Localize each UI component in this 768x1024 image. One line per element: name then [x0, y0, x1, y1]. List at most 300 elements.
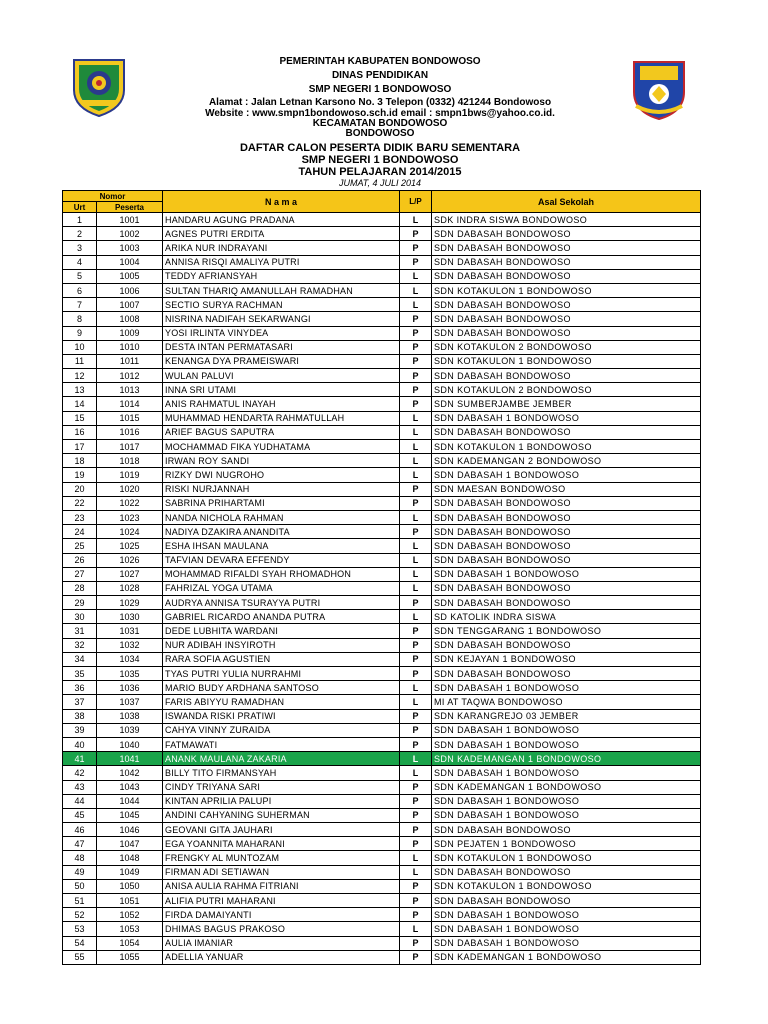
row-urt: 14	[63, 397, 97, 411]
row-name: ANNISA RISQI AMALIYA PUTRI	[163, 255, 400, 269]
row-name: EGA YOANNITA MAHARANI	[163, 837, 400, 851]
header-urt: Urt	[63, 202, 97, 213]
row-school: SDN DABASAH BONDOWOSO	[432, 581, 701, 595]
row-school: SDN DABASAH BONDOWOSO	[432, 241, 701, 255]
row-school: SD KATOLIK INDRA SISWA	[432, 610, 701, 624]
row-peserta-number: 1004	[97, 255, 163, 269]
row-urt: 4	[63, 255, 97, 269]
row-peserta-number: 1043	[97, 780, 163, 794]
participant-table	[62, 190, 701, 965]
table-row	[63, 496, 701, 510]
row-gender: P	[400, 383, 432, 397]
row-name: DHIMAS BAGUS PRAKOSO	[163, 922, 400, 936]
row-name: AULIA IMANIAR	[163, 936, 400, 950]
table-row	[63, 695, 701, 709]
row-gender: P	[400, 823, 432, 837]
header-kota: BONDOWOSO	[345, 128, 415, 139]
table-row	[63, 269, 701, 283]
row-gender: P	[400, 908, 432, 922]
row-peserta-number: 1002	[97, 227, 163, 241]
row-gender: P	[400, 936, 432, 950]
row-gender: L	[400, 865, 432, 879]
row-name: SECTIO SURYA RACHMAN	[163, 298, 400, 312]
row-urt: 37	[63, 695, 97, 709]
row-name: DESTA INTAN PERMATASARI	[163, 340, 400, 354]
row-school: SDN DABASAH 1 BONDOWOSO	[432, 567, 701, 581]
row-peserta-number: 1009	[97, 326, 163, 340]
table-row	[63, 326, 701, 340]
row-urt: 44	[63, 794, 97, 808]
row-urt: 27	[63, 567, 97, 581]
row-urt: 36	[63, 681, 97, 695]
row-urt: 47	[63, 837, 97, 851]
row-peserta-number: 1020	[97, 482, 163, 496]
row-peserta-number: 1029	[97, 596, 163, 610]
row-peserta-number: 1034	[97, 652, 163, 666]
row-name: IRWAN ROY SANDI	[163, 454, 400, 468]
row-urt: 16	[63, 425, 97, 439]
table-row	[63, 312, 701, 326]
table-row	[63, 440, 701, 454]
row-name: CINDY TRIYANA SARI	[163, 780, 400, 794]
table-row	[63, 837, 701, 851]
row-name: FARIS ABIYYU RAMADHAN	[163, 695, 400, 709]
row-urt: 25	[63, 539, 97, 553]
row-name: ADELLIA YANUAR	[163, 950, 400, 964]
row-name: ANISA AULIA RAHMA FITRIANI	[163, 879, 400, 893]
row-gender: L	[400, 539, 432, 553]
row-urt: 49	[63, 865, 97, 879]
row-school: SDN DABASAH BONDOWOSO	[432, 894, 701, 908]
row-name: NANDA NICHOLA RAHMAN	[163, 510, 400, 524]
header-peserta: Peserta	[97, 202, 163, 213]
table-row	[63, 638, 701, 652]
row-gender: P	[400, 709, 432, 723]
header-nomor: Nomor	[63, 191, 163, 202]
row-school: SDN KOTAKULON 1 BONDOWOSO	[432, 283, 701, 297]
table-row	[63, 340, 701, 354]
row-name: KENANGA DYA PRAMEISWARI	[163, 354, 400, 368]
row-peserta-number: 1001	[97, 213, 163, 227]
row-name: FRENGKY AL MUNTOZAM	[163, 851, 400, 865]
row-gender: L	[400, 283, 432, 297]
row-urt: 29	[63, 596, 97, 610]
row-school: SDN DABASAH BONDOWOSO	[432, 596, 701, 610]
row-urt: 19	[63, 468, 97, 482]
row-name: ESHA IHSAN MAULANA	[163, 539, 400, 553]
row-gender: P	[400, 837, 432, 851]
row-peserta-number: 1025	[97, 539, 163, 553]
row-name: ALIFIA PUTRI MAHARANI	[163, 894, 400, 908]
row-peserta-number: 1014	[97, 397, 163, 411]
row-school: SDN DABASAH BONDOWOSO	[432, 865, 701, 879]
row-school: SDN KADEMANGAN 1 BONDOWOSO	[432, 780, 701, 794]
row-school: SDN DABASAH 1 BONDOWOSO	[432, 681, 701, 695]
row-school: SDK INDRA SISWA BONDOWOSO	[432, 213, 701, 227]
row-urt: 2	[63, 227, 97, 241]
row-urt: 5	[63, 269, 97, 283]
row-school: SDN DABASAH BONDOWOSO	[432, 667, 701, 681]
row-peserta-number: 1048	[97, 851, 163, 865]
row-urt: 45	[63, 808, 97, 822]
row-school: SDN KOTAKULON 1 BONDOWOSO	[432, 354, 701, 368]
table-row	[63, 879, 701, 893]
row-urt: 13	[63, 383, 97, 397]
table-row	[63, 624, 701, 638]
row-gender: P	[400, 369, 432, 383]
row-name: BILLY TITO FIRMANSYAH	[163, 766, 400, 780]
row-gender: P	[400, 482, 432, 496]
row-urt: 40	[63, 737, 97, 751]
row-school: SDN DABASAH BONDOWOSO	[432, 425, 701, 439]
table-row	[63, 468, 701, 482]
table-row	[63, 383, 701, 397]
row-name: MOCHAMMAD FIKA YUDHATAMA	[163, 440, 400, 454]
row-urt: 50	[63, 879, 97, 893]
row-gender: L	[400, 468, 432, 482]
table-row	[63, 255, 701, 269]
row-peserta-number: 1007	[97, 298, 163, 312]
row-peserta-number: 1054	[97, 936, 163, 950]
row-peserta-number: 1036	[97, 681, 163, 695]
row-gender: L	[400, 213, 432, 227]
row-peserta-number: 1037	[97, 695, 163, 709]
row-school: SDN DABASAH 1 BONDOWOSO	[432, 411, 701, 425]
table-row	[63, 808, 701, 822]
row-gender: L	[400, 298, 432, 312]
row-peserta-number: 1028	[97, 581, 163, 595]
row-gender: P	[400, 312, 432, 326]
table-row	[63, 922, 701, 936]
row-gender: P	[400, 326, 432, 340]
table-row	[63, 652, 701, 666]
row-urt: 55	[63, 950, 97, 964]
row-name: TAFVIAN DEVARA EFFENDY	[163, 553, 400, 567]
row-urt: 28	[63, 581, 97, 595]
row-peserta-number: 1038	[97, 709, 163, 723]
row-gender: P	[400, 950, 432, 964]
row-urt: 51	[63, 894, 97, 908]
row-urt: 34	[63, 652, 97, 666]
row-school: SDN DABASAH 1 BONDOWOSO	[432, 908, 701, 922]
row-name: NADIYA DZAKIRA ANANDITA	[163, 525, 400, 539]
row-peserta-number: 1027	[97, 567, 163, 581]
table-row	[63, 397, 701, 411]
row-school: SDN DABASAH BONDOWOSO	[432, 369, 701, 383]
table-row	[63, 823, 701, 837]
row-school: SDN DABASAH BONDOWOSO	[432, 326, 701, 340]
row-peserta-number: 1049	[97, 865, 163, 879]
row-urt: 31	[63, 624, 97, 638]
row-urt: 46	[63, 823, 97, 837]
row-urt: 26	[63, 553, 97, 567]
row-urt: 42	[63, 766, 97, 780]
row-urt: 20	[63, 482, 97, 496]
row-name: TYAS PUTRI YULIA NURRAHMI	[163, 667, 400, 681]
row-school: SDN DABASAH BONDOWOSO	[432, 553, 701, 567]
row-gender: L	[400, 766, 432, 780]
doc-title-2: SMP NEGERI 1 BONDOWOSO	[301, 154, 459, 166]
row-school: SDN DABASAH 1 BONDOWOSO	[432, 766, 701, 780]
row-peserta-number: 1032	[97, 638, 163, 652]
row-school: SDN DABASAH BONDOWOSO	[432, 823, 701, 837]
row-urt: 7	[63, 298, 97, 312]
table-row	[63, 425, 701, 439]
row-gender: P	[400, 737, 432, 751]
row-peserta-number: 1030	[97, 610, 163, 624]
row-peserta-number: 1008	[97, 312, 163, 326]
table-row	[63, 581, 701, 595]
row-urt: 15	[63, 411, 97, 425]
row-gender: L	[400, 851, 432, 865]
row-gender: P	[400, 638, 432, 652]
row-school: SDN TENGGARANG 1 BONDOWOSO	[432, 624, 701, 638]
row-name: MARIO BUDY ARDHANA SANTOSO	[163, 681, 400, 695]
row-school: SDN DABASAH BONDOWOSO	[432, 269, 701, 283]
row-peserta-number: 1010	[97, 340, 163, 354]
row-school: SDN DABASAH 1 BONDOWOSO	[432, 808, 701, 822]
row-urt: 18	[63, 454, 97, 468]
table-row	[63, 737, 701, 751]
row-gender: L	[400, 752, 432, 766]
row-school: SDN DABASAH BONDOWOSO	[432, 525, 701, 539]
row-school: SDN DABASAH 1 BONDOWOSO	[432, 922, 701, 936]
header-line-1: PEMERINTAH KABUPATEN BONDOWOSO	[279, 56, 481, 67]
row-name: ANDINI CAHYANING SUHERMAN	[163, 808, 400, 822]
row-peserta-number: 1016	[97, 425, 163, 439]
row-peserta-number: 1018	[97, 454, 163, 468]
header-kecamatan: KECAMATAN BONDOWOSO	[312, 118, 448, 129]
row-name: AGNES PUTRI ERDITA	[163, 227, 400, 241]
table-row	[63, 454, 701, 468]
row-gender: L	[400, 695, 432, 709]
row-name: MOHAMMAD RIFALDI SYAH RHOMADHON	[163, 567, 400, 581]
row-urt: 3	[63, 241, 97, 255]
table-row	[63, 539, 701, 553]
school-emblem-icon	[626, 56, 692, 122]
row-urt: 10	[63, 340, 97, 354]
row-gender: P	[400, 808, 432, 822]
row-urt: 23	[63, 510, 97, 524]
table-row	[63, 752, 701, 766]
table-row	[63, 283, 701, 297]
row-name: ANANK MAULANA ZAKARIA	[163, 752, 400, 766]
row-peserta-number: 1024	[97, 525, 163, 539]
row-name: YOSI IRLINTA VINYDEA	[163, 326, 400, 340]
row-name: INNA SRI UTAMI	[163, 383, 400, 397]
row-school: SDN DABASAH BONDOWOSO	[432, 255, 701, 269]
row-urt: 32	[63, 638, 97, 652]
row-peserta-number: 1040	[97, 737, 163, 751]
row-gender: L	[400, 681, 432, 695]
row-name: RIZKY DWI NUGROHO	[163, 468, 400, 482]
row-peserta-number: 1051	[97, 894, 163, 908]
header-website: Website : www.smpn1bondowoso.sch.id email : smpn1bws@yahoo.co.id.	[205, 108, 555, 119]
row-name: GEOVANI GITA JAUHARI	[163, 823, 400, 837]
row-urt: 30	[63, 610, 97, 624]
row-school: SDN DABASAH BONDOWOSO	[432, 510, 701, 524]
header-address: Alamat : Jalan Letnan Karsono No. 3 Telepon (0332) 421244 Bondowoso	[208, 97, 552, 108]
table-row	[63, 610, 701, 624]
table-row	[63, 894, 701, 908]
table-row	[63, 298, 701, 312]
doc-title-1: DAFTAR CALON PESERTA DIDIK BARU SEMENTARA	[239, 142, 521, 154]
row-name: NUR ADIBAH INSYIROTH	[163, 638, 400, 652]
row-school: SDN DABASAH BONDOWOSO	[432, 496, 701, 510]
row-urt: 54	[63, 936, 97, 950]
row-gender: L	[400, 269, 432, 283]
row-urt: 1	[63, 213, 97, 227]
table-row	[63, 950, 701, 964]
row-name: RISKI NURJANNAH	[163, 482, 400, 496]
row-peserta-number: 1015	[97, 411, 163, 425]
row-school: SDN DABASAH 1 BONDOWOSO	[432, 723, 701, 737]
row-gender: P	[400, 794, 432, 808]
table-row	[63, 794, 701, 808]
table-row	[63, 213, 701, 227]
row-urt: 9	[63, 326, 97, 340]
row-school: SDN KOTAKULON 1 BONDOWOSO	[432, 851, 701, 865]
row-peserta-number: 1017	[97, 440, 163, 454]
row-school: SDN KEJAYAN 1 BONDOWOSO	[432, 652, 701, 666]
row-peserta-number: 1019	[97, 468, 163, 482]
table-row	[63, 766, 701, 780]
table-row	[63, 227, 701, 241]
row-school: SDN DABASAH BONDOWOSO	[432, 638, 701, 652]
row-gender: L	[400, 510, 432, 524]
table-row	[63, 596, 701, 610]
table-row	[63, 411, 701, 425]
row-urt: 53	[63, 922, 97, 936]
row-school: SDN KADEMANGAN 2 BONDOWOSO	[432, 454, 701, 468]
row-name: FIRDA DAMAIYANTI	[163, 908, 400, 922]
row-school: SDN DABASAH BONDOWOSO	[432, 312, 701, 326]
row-peserta-number: 1055	[97, 950, 163, 964]
row-name: FAHRIZAL YOGA UTAMA	[163, 581, 400, 595]
row-peserta-number: 1023	[97, 510, 163, 524]
row-school: SDN SUMBERJAMBE JEMBER	[432, 397, 701, 411]
row-gender: P	[400, 496, 432, 510]
row-gender: L	[400, 425, 432, 439]
table-row	[63, 482, 701, 496]
row-school: SDN MAESAN BONDOWOSO	[432, 482, 701, 496]
row-gender: P	[400, 879, 432, 893]
row-gender: P	[400, 397, 432, 411]
row-peserta-number: 1013	[97, 383, 163, 397]
row-name: NISRINA NADIFAH SEKARWANGI	[163, 312, 400, 326]
row-urt: 8	[63, 312, 97, 326]
table-row	[63, 241, 701, 255]
row-school: SDN KOTAKULON 2 BONDOWOSO	[432, 383, 701, 397]
row-peserta-number: 1044	[97, 794, 163, 808]
row-peserta-number: 1026	[97, 553, 163, 567]
table-row	[63, 510, 701, 524]
row-school: SDN DABASAH 1 BONDOWOSO	[432, 468, 701, 482]
row-name: WULAN PALUVI	[163, 369, 400, 383]
row-gender: L	[400, 454, 432, 468]
row-name: ARIKA NUR INDRAYANI	[163, 241, 400, 255]
row-urt: 48	[63, 851, 97, 865]
row-name: MUHAMMAD HENDARTA RAHMATULLAH	[163, 411, 400, 425]
row-name: ISWANDA RISKI PRATIWI	[163, 709, 400, 723]
row-gender: L	[400, 610, 432, 624]
header-line-2: DINAS PENDIDIKAN	[331, 70, 429, 81]
row-peserta-number: 1011	[97, 354, 163, 368]
row-peserta-number: 1045	[97, 808, 163, 822]
row-urt: 6	[63, 283, 97, 297]
table-row	[63, 936, 701, 950]
row-urt: 17	[63, 440, 97, 454]
row-gender: P	[400, 652, 432, 666]
table-row	[63, 369, 701, 383]
row-name: SULTAN THARIQ AMANULLAH RAMADHAN	[163, 283, 400, 297]
row-name: AUDRYA ANNISA TSURAYYA PUTRI	[163, 596, 400, 610]
header-line-3: SMP NEGERI 1 BONDOWOSO	[308, 84, 452, 95]
row-school: SDN DABASAH BONDOWOSO	[432, 298, 701, 312]
row-school: SDN KADEMANGAN 1 BONDOWOSO	[432, 950, 701, 964]
row-urt: 39	[63, 723, 97, 737]
row-gender: P	[400, 624, 432, 638]
row-gender: P	[400, 340, 432, 354]
row-school: SDN KOTAKULON 2 BONDOWOSO	[432, 340, 701, 354]
row-gender: P	[400, 255, 432, 269]
header-asal-sekolah: Asal Sekolah	[432, 191, 701, 213]
row-school: SDN DABASAH 1 BONDOWOSO	[432, 794, 701, 808]
row-urt: 12	[63, 369, 97, 383]
row-peserta-number: 1053	[97, 922, 163, 936]
doc-date: JUMAT, 4 JULI 2014	[338, 178, 422, 188]
row-name: GABRIEL RICARDO ANANDA PUTRA	[163, 610, 400, 624]
row-gender: P	[400, 241, 432, 255]
row-name: ARIEF BAGUS SAPUTRA	[163, 425, 400, 439]
table-row	[63, 553, 701, 567]
row-urt: 43	[63, 780, 97, 794]
row-school: SDN DABASAH 1 BONDOWOSO	[432, 936, 701, 950]
row-school: SDN PEJATEN 1 BONDOWOSO	[432, 837, 701, 851]
row-name: FIRMAN ADI SETIAWAN	[163, 865, 400, 879]
table-row	[63, 851, 701, 865]
row-peserta-number: 1031	[97, 624, 163, 638]
row-gender: P	[400, 667, 432, 681]
row-peserta-number: 1039	[97, 723, 163, 737]
row-gender: P	[400, 596, 432, 610]
row-school: MI AT TAQWA BONDOWOSO	[432, 695, 701, 709]
row-gender: L	[400, 440, 432, 454]
row-school: SDN KADEMANGAN 1 BONDOWOSO	[432, 752, 701, 766]
table-row	[63, 681, 701, 695]
row-urt: 35	[63, 667, 97, 681]
row-peserta-number: 1050	[97, 879, 163, 893]
table-row	[63, 723, 701, 737]
row-name: SABRINA PRIHARTAMI	[163, 496, 400, 510]
row-peserta-number: 1047	[97, 837, 163, 851]
table-row	[63, 667, 701, 681]
row-gender: L	[400, 411, 432, 425]
row-peserta-number: 1041	[97, 752, 163, 766]
row-name: KINTAN APRILIA PALUPI	[163, 794, 400, 808]
row-peserta-number: 1022	[97, 496, 163, 510]
header-nama: N a m a	[163, 191, 400, 213]
row-peserta-number: 1012	[97, 369, 163, 383]
row-peserta-number: 1006	[97, 283, 163, 297]
row-school: SDN KOTAKULON 1 BONDOWOSO	[432, 879, 701, 893]
row-name: TEDDY AFRIANSYAH	[163, 269, 400, 283]
row-school: SDN KARANGREJO 03 JEMBER	[432, 709, 701, 723]
regency-emblem-icon	[68, 56, 130, 118]
row-urt: 11	[63, 354, 97, 368]
row-gender: L	[400, 581, 432, 595]
table-row	[63, 354, 701, 368]
